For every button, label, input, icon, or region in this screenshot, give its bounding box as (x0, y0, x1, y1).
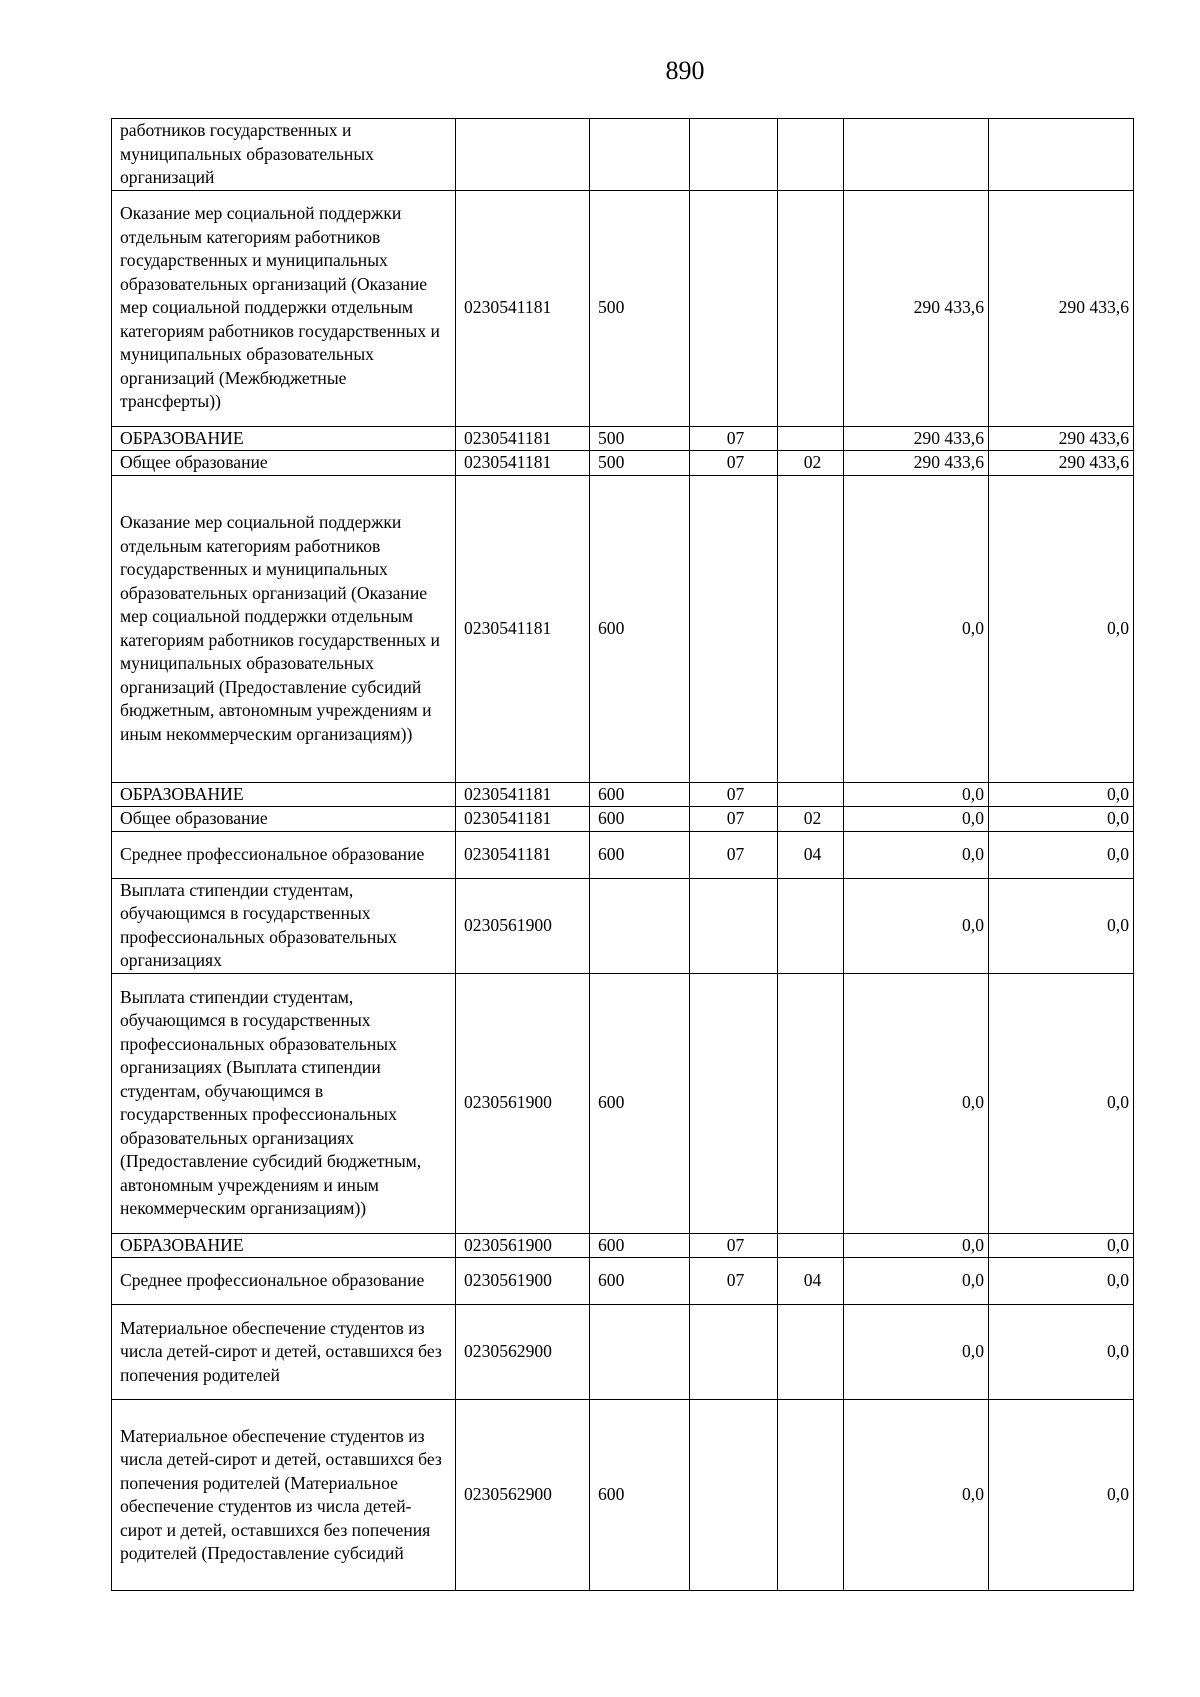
table-row (112, 1400, 1134, 1591)
row-expense-type-cell: 500 (590, 426, 690, 451)
budget-table-body (112, 119, 1134, 1591)
row-amount-year1-cell: 0,0 (844, 878, 989, 973)
row-amount-year1-cell: 0,0 (844, 1305, 989, 1400)
row-subsection-cell: 04 (778, 1258, 844, 1305)
row-subsection-cell (778, 782, 844, 807)
row-name-cell: Материальное обеспечение студентов из числа детей-сирот и детей, оставшихся без попечения родителей (112, 1305, 456, 1400)
row-subsection-cell (778, 1305, 844, 1400)
row-section-cell: 07 (690, 782, 778, 807)
row-section-cell: 07 (690, 831, 778, 878)
row-subsection-cell (778, 1400, 844, 1591)
row-subsection-cell: 02 (778, 451, 844, 476)
row-name-cell: ОБРАЗОВАНИЕ (112, 782, 456, 807)
row-amount-year1-cell: 0,0 (844, 475, 989, 782)
row-name-cell: Оказание мер социальной поддержки отдельным категориям работников государственных и муниципальных образовательных организаций (Оказание мер социальной поддержки отдельным категориям работников государственных и муниципальных образовательных организаций (Межбюджетные трансферты)) (112, 190, 456, 426)
row-subsection-cell (778, 475, 844, 782)
table-row (112, 1305, 1134, 1400)
row-target-article-cell: 0230541181 (456, 451, 590, 476)
row-target-article-cell: 0230541181 (456, 831, 590, 878)
row-section-cell: 07 (690, 1258, 778, 1305)
row-target-article-cell: 0230561900 (456, 1258, 590, 1305)
row-subsection-cell (778, 426, 844, 451)
row-target-article-cell: 0230541181 (456, 807, 590, 832)
row-subsection-cell (778, 878, 844, 973)
row-target-article-cell: 0230541181 (456, 426, 590, 451)
row-amount-year2-cell: 0,0 (989, 973, 1134, 1233)
row-amount-year1-cell: 0,0 (844, 807, 989, 832)
row-target-article-cell: 0230541181 (456, 782, 590, 807)
row-target-article-cell: 0230541181 (456, 190, 590, 426)
row-amount-year1-cell: 0,0 (844, 1400, 989, 1591)
row-amount-year2-cell: 0,0 (989, 475, 1134, 782)
row-amount-year1-cell (844, 119, 989, 191)
row-amount-year2-cell: 0,0 (989, 878, 1134, 973)
row-section-cell (690, 1305, 778, 1400)
row-subsection-cell (778, 1233, 844, 1258)
row-section-cell (690, 878, 778, 973)
budget-table (111, 118, 1134, 1591)
row-target-article-cell: 0230561900 (456, 1233, 590, 1258)
row-target-article-cell: 0230561900 (456, 973, 590, 1233)
row-name-cell: ОБРАЗОВАНИЕ (112, 426, 456, 451)
row-amount-year2-cell: 0,0 (989, 807, 1134, 832)
row-name-cell: Среднее профессиональное образование (112, 1258, 456, 1305)
row-name-cell: Общее образование (112, 807, 456, 832)
row-expense-type-cell: 500 (590, 451, 690, 476)
row-amount-year2-cell: 0,0 (989, 1258, 1134, 1305)
row-target-article-cell (456, 119, 590, 191)
row-amount-year1-cell: 290 433,6 (844, 451, 989, 476)
row-name-cell: Среднее профессиональное образование (112, 831, 456, 878)
table-row (112, 451, 1134, 476)
row-amount-year1-cell: 290 433,6 (844, 190, 989, 426)
row-amount-year1-cell: 0,0 (844, 831, 989, 878)
row-subsection-cell (778, 119, 844, 191)
row-section-cell (690, 475, 778, 782)
row-name-cell: работников государственных и муниципальных образовательных организаций (112, 119, 456, 191)
row-expense-type-cell: 600 (590, 807, 690, 832)
row-amount-year2-cell: 0,0 (989, 1400, 1134, 1591)
row-amount-year1-cell: 290 433,6 (844, 426, 989, 451)
row-expense-type-cell: 600 (590, 1400, 690, 1591)
row-expense-type-cell: 600 (590, 1233, 690, 1258)
row-section-cell: 07 (690, 451, 778, 476)
row-expense-type-cell (590, 119, 690, 191)
row-section-cell: 07 (690, 1233, 778, 1258)
row-amount-year2-cell: 0,0 (989, 831, 1134, 878)
row-amount-year1-cell: 0,0 (844, 1258, 989, 1305)
row-expense-type-cell (590, 1305, 690, 1400)
row-expense-type-cell: 600 (590, 475, 690, 782)
row-amount-year2-cell: 0,0 (989, 1233, 1134, 1258)
table-row (112, 190, 1134, 426)
row-section-cell: 07 (690, 426, 778, 451)
row-amount-year1-cell: 0,0 (844, 782, 989, 807)
row-amount-year1-cell: 0,0 (844, 1233, 989, 1258)
row-expense-type-cell: 600 (590, 831, 690, 878)
row-expense-type-cell: 600 (590, 782, 690, 807)
row-subsection-cell: 04 (778, 831, 844, 878)
row-name-cell: ОБРАЗОВАНИЕ (112, 1233, 456, 1258)
row-section-cell (690, 973, 778, 1233)
row-section-cell (690, 190, 778, 426)
row-expense-type-cell: 600 (590, 973, 690, 1233)
row-name-cell: Общее образование (112, 451, 456, 476)
row-amount-year2-cell: 290 433,6 (989, 451, 1134, 476)
row-target-article-cell: 0230541181 (456, 475, 590, 782)
row-name-cell: Оказание мер социальной поддержки отдельным категориям работников государственных и муниципальных образовательных организаций (Оказание мер социальной поддержки отдельным категориям работников государственных и муниципальных образовательных организаций (Предоставление субсидий бюджетным, автономным учреждениям и иным некоммерческим организациям)) (112, 475, 456, 782)
page-number: 890 (665, 56, 705, 85)
row-expense-type-cell: 600 (590, 1258, 690, 1305)
table-row (112, 878, 1134, 973)
table-row (112, 782, 1134, 807)
row-expense-type-cell: 500 (590, 190, 690, 426)
row-name-cell: Выплата стипендии студентам, обучающимся в государственных профессиональных образовательных организациях (112, 878, 456, 973)
row-expense-type-cell (590, 878, 690, 973)
row-amount-year2-cell: 0,0 (989, 782, 1134, 807)
table-row (112, 426, 1134, 451)
table-row (112, 1258, 1134, 1305)
row-amount-year2-cell: 290 433,6 (989, 190, 1134, 426)
table-row (112, 475, 1134, 782)
row-amount-year2-cell: 0,0 (989, 1305, 1134, 1400)
table-row (112, 1233, 1134, 1258)
table-row (112, 807, 1134, 832)
row-name-cell: Материальное обеспечение студентов из числа детей-сирот и детей, оставшихся без попечения родителей (Материальное обеспечение студентов из числа детей-сирот и детей, оставшихся без попечения родителей (Предоставление субсидий (112, 1400, 456, 1591)
row-name-cell: Выплата стипендии студентам, обучающимся в государственных профессиональных образовательных организациях (Выплата стипендии студентам, обучающимся в государственных профессиональных образовательных организациях (Предоставление субсидий бюджетным, автономным учреждениям и иным некоммерческим организациям)) (112, 973, 456, 1233)
table-row (112, 119, 1134, 191)
row-amount-year1-cell: 0,0 (844, 973, 989, 1233)
row-amount-year2-cell (989, 119, 1134, 191)
row-target-article-cell: 0230562900 (456, 1400, 590, 1591)
table-row (112, 973, 1134, 1233)
row-section-cell (690, 1400, 778, 1591)
row-target-article-cell: 0230561900 (456, 878, 590, 973)
row-target-article-cell: 0230562900 (456, 1305, 590, 1400)
row-section-cell (690, 119, 778, 191)
table-row (112, 831, 1134, 878)
row-amount-year2-cell: 290 433,6 (989, 426, 1134, 451)
row-subsection-cell (778, 973, 844, 1233)
row-subsection-cell (778, 190, 844, 426)
row-section-cell: 07 (690, 807, 778, 832)
row-subsection-cell: 02 (778, 807, 844, 832)
